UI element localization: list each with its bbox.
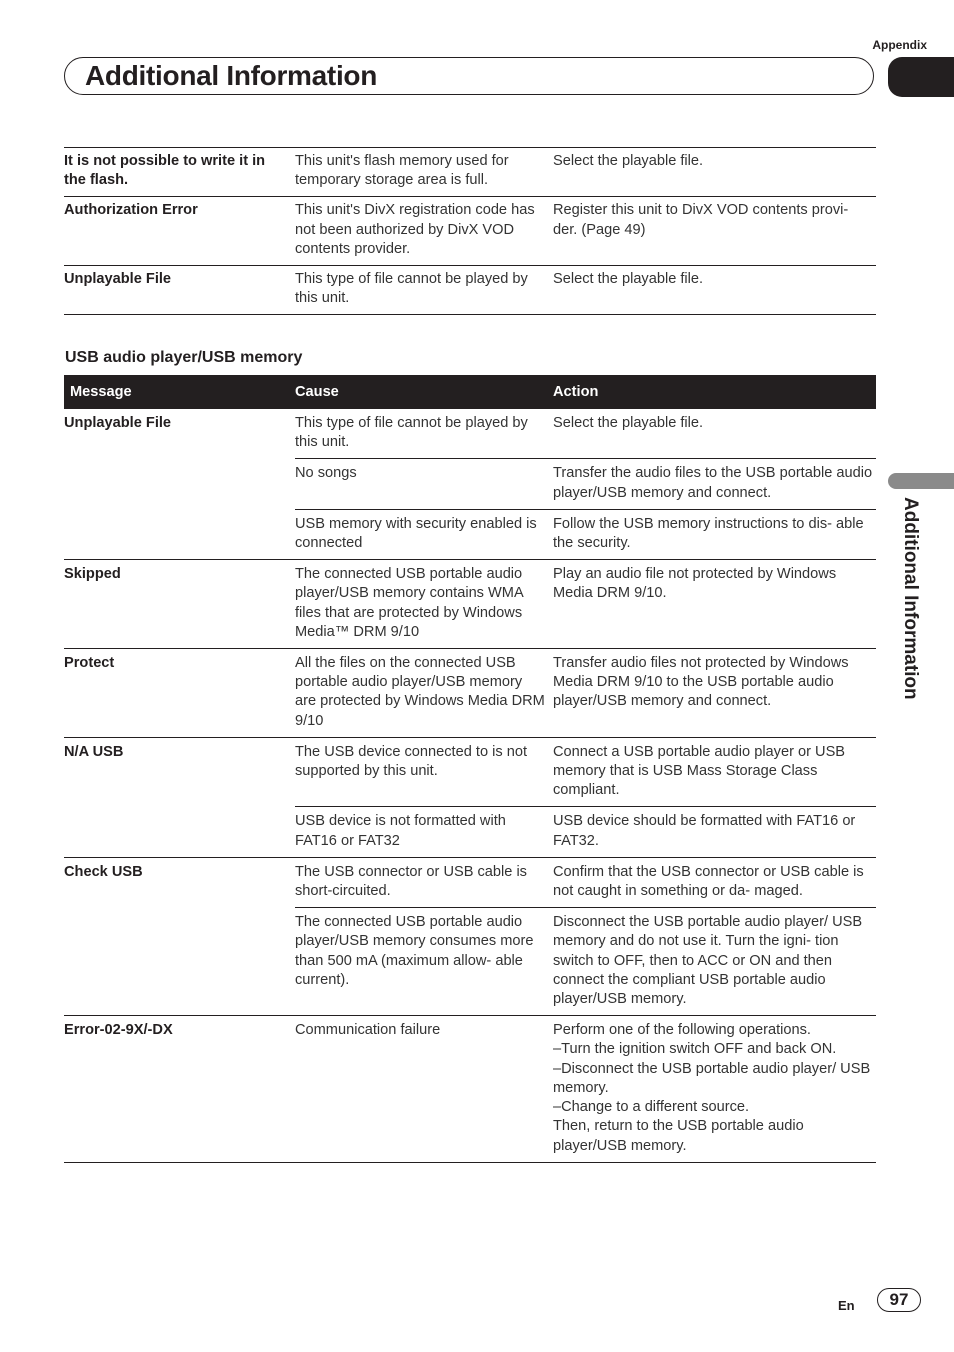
side-tab-marker [888, 473, 954, 489]
table-header-row [64, 375, 876, 409]
message-cell: Authorization Error [64, 202, 198, 219]
message-cell: Unplayable File [64, 415, 172, 431]
cause-cell: This type of file cannot be played by this unit. [295, 415, 528, 451]
language-code: En [838, 1298, 855, 1313]
title-frame [64, 57, 874, 95]
table-row [64, 409, 876, 459]
action-cell: Select the playable file. [553, 271, 704, 288]
action-cell: Disconnect the USB portable audio player/ USB memory and do not use it. Turn the igni- tion switch to OFF, then to ACC or ON and then connect the compliant USB portable audio player/USB memory. [553, 908, 876, 1016]
action-line: –Disconnect the USB portable audio player/ USB memory. [553, 1060, 871, 1096]
action-cell: Transfer the audio files to the USB portable audio player/USB memory and connect. [553, 459, 876, 509]
column-header-action: Action [553, 375, 876, 409]
error-table-top [64, 147, 876, 315]
cause-cell: All the files on the connected USB portable audio player/USB memory are protected by Windows Media DRM 9/10 [295, 649, 553, 738]
action-cell [553, 1016, 876, 1162]
table-row [64, 148, 876, 197]
action-cell: Select the playable file. [553, 415, 704, 431]
cause-cell: The connected USB portable audio player/USB memory contains WMA files that are protected by Windows Media™ DRM 9/10 [295, 560, 553, 649]
column-header-cause: Cause [295, 375, 553, 409]
table-row [64, 266, 876, 315]
action-cell: Connect a USB portable audio player or USB memory that is USB Mass Storage Class compliant. [553, 737, 876, 807]
action-line: –Change to a different source. [553, 1099, 750, 1116]
action-cell: USB device should be formatted with FAT16 or FAT32. [553, 807, 876, 857]
message-cell [64, 509, 295, 559]
column-header-message: Message [64, 375, 295, 409]
cause-cell: The connected USB portable audio player/USB memory consumes more than 500 mA (maximum allow- able current). [295, 908, 553, 1016]
section-tab [888, 57, 954, 97]
action-cell: Follow the USB memory instructions to dis- able the security. [553, 509, 876, 559]
cause-cell: No songs [295, 459, 553, 509]
message-cell [64, 908, 295, 1016]
table-row [64, 908, 876, 1016]
message-cell: N/A USB [64, 737, 295, 807]
message-cell: Error-02-9X/-DX [64, 1016, 295, 1162]
side-section-label: Additional Information [900, 497, 921, 700]
message-cell: It is not possible to write it in the flash. [64, 153, 266, 189]
action-line: Then, return to the USB portable audio player/USB memory. [553, 1118, 804, 1154]
cause-cell: Communication failure [295, 1016, 553, 1162]
table-row [64, 459, 876, 509]
message-cell: Protect [64, 649, 295, 738]
action-cell: Confirm that the USB connector or USB cable is not caught in something or da- maged. [553, 857, 876, 907]
table-row [64, 509, 876, 559]
message-cell: Unplayable File [64, 271, 172, 288]
cause-cell: USB device is not formatted with FAT16 or FAT32 [295, 807, 553, 857]
action-line: Perform one of the following operations. [553, 1022, 811, 1039]
table-row [64, 649, 876, 738]
action-cell: Register this unit to DivX VOD contents provi- der. (Page 49) [553, 202, 849, 238]
action-line: –Turn the ignition switch OFF and back ON. [553, 1041, 837, 1058]
usb-error-table [64, 375, 876, 1163]
action-cell: Transfer audio files not protected by Windows Media DRM 9/10 to the USB portable audio player/USB memory and connect. [553, 649, 876, 738]
table-row [64, 807, 876, 857]
cause-cell: The USB connector or USB cable is short-circuited. [295, 857, 553, 907]
message-cell [64, 807, 295, 857]
message-cell: Skipped [64, 560, 295, 649]
table-row [64, 737, 876, 807]
table-row [64, 197, 876, 266]
page-number: 97 [877, 1288, 921, 1312]
cause-cell: This type of file cannot be played by this unit. [295, 271, 528, 307]
table-row [64, 1016, 876, 1162]
cause-cell: USB memory with security enabled is connected [295, 509, 553, 559]
action-cell: Play an audio file not protected by Windows Media DRM 9/10. [553, 560, 876, 649]
page-title: Additional Information [85, 60, 378, 91]
cause-cell: The USB device connected to is not supported by this unit. [295, 737, 553, 807]
message-cell: Check USB [64, 857, 295, 907]
table-row [64, 560, 876, 649]
cause-cell: This unit's DivX registration code has not been authorized by DivX VOD contents provider. [295, 202, 535, 257]
cause-cell: This unit's flash memory used for temporary storage area is full. [295, 153, 509, 189]
action-cell: Select the playable file. [553, 153, 704, 169]
section-heading: USB audio player/USB memory [65, 349, 303, 366]
message-cell [64, 459, 295, 509]
table-row [64, 857, 876, 907]
appendix-label: Appendix [872, 38, 927, 52]
